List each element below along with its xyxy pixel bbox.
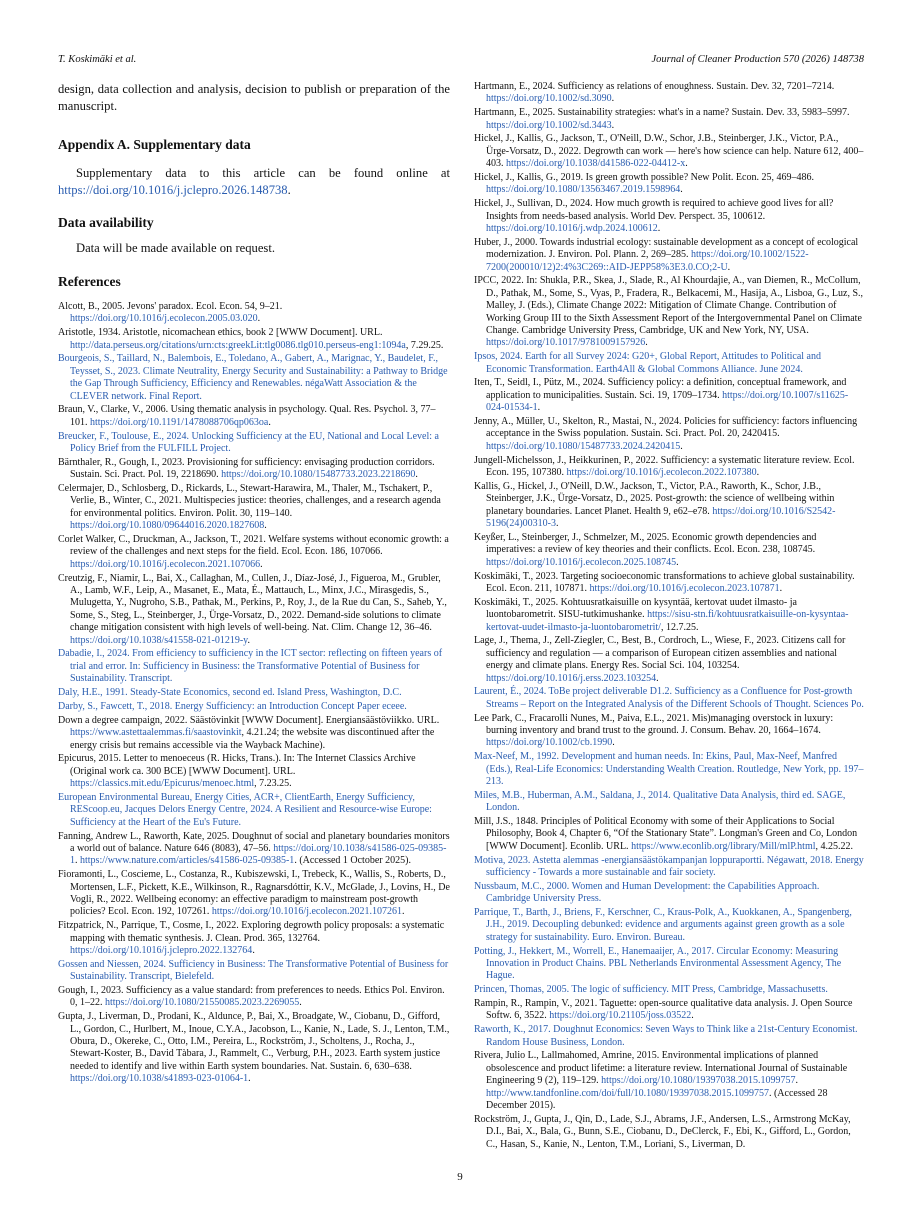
reference-suffix: . xyxy=(727,261,731,273)
reference-item xyxy=(58,687,450,699)
reference-text: Jungell-Michelsson, J., Heikkurinen, P., 2022. Sufficiency: a systematic literature review. Ecol. Econ. 195, 107380. xyxy=(474,454,855,479)
reference-item xyxy=(58,1011,450,1085)
reference-suffix: . xyxy=(260,558,263,570)
reference-suffix: . xyxy=(645,337,648,349)
reference-list-left xyxy=(58,301,450,1086)
reference-link[interactable]: https://doi.org/10.1002/cb.1990 xyxy=(486,737,613,749)
reference-link[interactable]: https://doi.org/10.1016/S2542-5196(24)00310-3 xyxy=(486,505,836,530)
reference-suffix: . xyxy=(685,158,688,170)
reference-suffix: . xyxy=(680,184,683,196)
reference-text: Gossen and Niessen, 2024. Sufficiency in Business: The Transformative Potential of Business for Sustainability. Transcript, Bielefeld. xyxy=(58,958,449,983)
reference-suffix: . xyxy=(612,737,615,749)
reference-item xyxy=(58,715,450,752)
reference-item xyxy=(474,133,864,170)
reference-text: Dabadie, I., 2024. From efficiency to sufficiency in the ICT sector: reflecting on fifteen years of trial and error. In: Sufficiency in Business: the Transformative Potential of Business for Sustainability. Transcript. xyxy=(58,648,443,685)
reference-item xyxy=(58,985,450,1010)
reference-link[interactable]: https://doi.org/10.1016/j.ecolecon.2021.107066 xyxy=(70,558,261,570)
reference-text: Darby, S., Fawcett, T., 2018. Energy Sufficiency: an Introduction Concept Paper eceee. xyxy=(58,700,407,712)
reference-item xyxy=(474,635,864,685)
reference-item xyxy=(58,404,450,429)
reference-suffix: . xyxy=(680,440,683,452)
reference-suffix: . xyxy=(611,119,615,131)
reference-suffix: . xyxy=(691,1010,694,1022)
header-authors: T. Koskimäki et al. xyxy=(58,54,137,65)
reference-text: Ipsos, 2024. Earth for all Survey 2024: G20+, Global Report, Attitudes to Political and Economic Transformation. Earth4All & Global Commons Alliance. June 2024. xyxy=(474,351,821,375)
reference-item xyxy=(474,713,864,750)
reference-link[interactable]: http://data.perseus.org/citations/urn:cts:greekLit:tlg0086.tlg010.perseus-eng1:1094a xyxy=(70,339,406,351)
reference-text: Princen, Thomas, 2005. The logic of sufficiency. MIT Press, Cambridge, Massachusetts. xyxy=(474,984,828,996)
reference-item xyxy=(474,107,864,132)
reference-link[interactable]: https://doi.org/10.1080/15487733.2023.2218690 xyxy=(221,469,416,481)
data-availability-text: Data will be made available on request. xyxy=(76,241,275,255)
reference-text: Gough, I., 2023. Sufficiency as a value standard: from preferences to needs. Ethics Pol. Environ. 0, 1–22. xyxy=(58,984,445,1009)
reference-item xyxy=(474,686,864,711)
reference-text: European Environmental Bureau, Energy Cities, ACR+, ClientEarth, Energy Sufficiency, REScoop.eu, Jacques Delors Energy Centre, 2024. A Resilient and Resource-wise Europe: Sufficiency at the Heart of the Eu's Future. xyxy=(58,791,432,828)
reference-item xyxy=(58,483,450,533)
page-number: 9 xyxy=(457,1171,463,1183)
reference-text: Potting, J., Hekkert, M., Worrell, E., Hanemaaijer, A., 2017. Circular Economy: Measuring Innovation in Product Chains. PBL Netherlands Environmental Assessment Agency, The Hague. xyxy=(474,945,842,982)
reference-text: Lage, J., Thema, J., Zell-Ziegler, C., Best, B., Cordroch, L., Wiese, F., 2023. Citizens call for sufficiency and regulation — a comparison of European citizen assemblies and national energy and climate plans. Energy Res. Social Sci. 104, 103254. xyxy=(474,635,846,672)
reference-item xyxy=(58,573,450,647)
reference-link[interactable]: https://doi.org/10.1038/s41893-023-01064-1 xyxy=(70,1073,249,1085)
reference-item xyxy=(474,855,864,880)
reference-suffix: , 4.25.22. xyxy=(815,840,854,852)
reference-suffix: . xyxy=(611,93,615,105)
reference-item xyxy=(58,792,450,829)
reference-suffix: . xyxy=(556,518,559,530)
reference-link[interactable]: http://www.tandfonline.com/doi/full/10.1080/19397038.2015.1099757 xyxy=(486,1087,769,1099)
reference-text: IPCC, 2022. In: Shukla, P.R., Skea, J., Slade, R., Al Khourdajie, A., van Diemen, R., McCollum, D., Pathak, M., Some, S., Vyas, P., Fradera, R., Belkacemi, M., Hasija, A., Lisboa, G., Luz, S., Malley, J. (Eds.), Climate Change 2022: Mitigation of Climate Change. Contribution of Working Group III to the Sixth Assessment Report of the Intergovernmental Panel on Climate Change. Cambridge University Press, Cambridge, UK and New York, NY, USA. xyxy=(474,275,864,337)
appendix-paragraph xyxy=(58,165,450,199)
reference-text: Gupta, J., Liverman, D., Prodani, K., Aldunce, P., Bai, X., Broadgate, W., Ciobanu, D., Gifford, L., Gordon, C., Hurlbert, M., Inoue, C.Y.A., Jacobson, L., Kanie, N., Lade, S. J., Lenton, T.M., Obura, D., Okereke, C., Otto, I.M., Pereira, L., Rockström, J., Scholtens, J., Rocha, J., Stewart-Koster, B., David Tàbara, J., Rammelt, C., Verburg, P.H., 2023. Earth system justice needed to identify and live within Earth system boundaries. Nat. Sustain. 6, 630–638. xyxy=(58,1011,450,1072)
reference-text: Hickel, J., Kallis, G., 2019. Is green growth possible? New Polit. Econ. 25, 469–486. xyxy=(474,172,814,184)
reference-suffix: . xyxy=(656,672,659,684)
reference-text: Koskimäki, T., 2025. Kohtuusratkaisuille on kysyntää, kertovat uudet ilmasto- ja luontobarometrit. SISU-tutkimushanke. xyxy=(474,596,797,621)
reference-text: Rivera, Julio L., Lallmahomed, Amrine, 2015. Environmental implications of planned obsolescence and product lifetime: a literature review. International Journal of Sustainable Engineering 9 (2), 119–129. xyxy=(474,1050,848,1087)
reference-item xyxy=(474,751,864,788)
reference-text: Koskimäki, T., 2023. Targeting socioeconomic transformations to achieve global sustainability. Ecol. Econ. 211, 107871. xyxy=(474,570,855,594)
reference-suffix: , 12.7.25. xyxy=(660,621,699,633)
reference-link[interactable]: https://doi.org/10.1191/1478088706qp063oa xyxy=(90,416,269,428)
reference-link[interactable]: https://sisu-stn.fi/kohtuusratkaisuille-on-kysyntaa-kertovat-uudet-ilmasto-ja-luontobarometrit/ xyxy=(486,609,849,633)
reference-item xyxy=(474,984,864,996)
reference-text: Raworth, K., 2017. Doughnut Economics: Seven Ways to Think like a 21st-Century Economist. Random House Business, London. xyxy=(474,1024,858,1048)
reference-suffix: , 4.21.24; the website was discontinued after the energy crisis but remains accessible via the Wayback Machine). xyxy=(70,727,435,751)
reference-item xyxy=(474,907,864,944)
reference-link[interactable]: https://doi.org/10.1038/d41586-022-04412-x xyxy=(506,158,686,170)
reference-link[interactable]: https://doi.org/10.1002/sd.3443 xyxy=(486,119,612,131)
reference-item xyxy=(474,790,864,815)
reference-item xyxy=(474,377,864,414)
reference-suffix: , 7.29.25. xyxy=(405,339,444,351)
reference-text: Hickel, J., Kallis, G., Jackson, T., O'Neill, D.W., Schor, J.B., Steinberger, J.K., Victor, P.A., Ürge-Vorsatz, D., 2022. Degrowth can work — here's how science can help. Nature 612, 400–403. xyxy=(474,133,864,170)
reference-text: Corlet Walker, C., Druckman, A., Jackson, T., 2021. Welfare systems without economic growth: a review of the challenges and next steps for the field. Ecol. Econ. 186, 107066. xyxy=(58,534,449,558)
right-column xyxy=(474,81,864,1152)
reference-item xyxy=(474,81,864,106)
reference-link[interactable]: https://doi.org/10.1016/j.erss.2023.103254 xyxy=(486,672,657,684)
reference-item xyxy=(474,946,864,983)
reference-item xyxy=(474,237,864,274)
reference-text: Nussbaum, M.C., 2000. Women and Human Development: the Capabilities Approach. Cambridge University Press. xyxy=(474,880,820,905)
reference-text: Fanning, Andrew L., Raworth, Kate, 2025. Doughnut of social and planetary boundaries monitors a world out of balance. Nature 646 (8083), 47–56. xyxy=(58,830,450,854)
reference-suffix: . xyxy=(779,582,783,594)
reference-link[interactable]: https://doi.org/10.21105/joss.03522 xyxy=(549,1010,692,1022)
running-header xyxy=(58,54,864,68)
reference-item xyxy=(474,455,864,480)
reference-text: Rockström, J., Gupta, J., Qin, D., Lade, S.J., Abrams, J.F., Andersen, L.S., Armstrong McKay, D.I., Bai, X., Bala, G., Bunn, S.E., Ciobanu, D., DeClerck, F., Ebi, K., Gifford, L., Gordon, C., Hasan, S., Kanie, N., Lenton, T.M., Loriani, S., Liverman, D. xyxy=(474,1113,851,1150)
reference-item xyxy=(474,1024,864,1049)
reference-suffix: . xyxy=(676,556,679,568)
reference-link[interactable]: https://doi.org/10.1080/13563467.2019.1598964 xyxy=(486,184,681,196)
reference-suffix: . (Accessed 1 October 2025). xyxy=(294,855,411,867)
reference-item xyxy=(474,998,864,1023)
reference-link[interactable]: https://doi.org/10.1017/9781009157926 xyxy=(486,337,646,349)
reference-text: Braun, V., Clarke, V., 2006. Using thematic analysis in psychology. Qual. Res. Psychol. 3, 77–101. xyxy=(58,404,436,428)
reference-item xyxy=(58,959,450,984)
reference-text: Parrique, T., Barth, J., Briens, F., Kerschner, C., Kraus-Polk, A., Kuokkanen, A., Spangenberg, J.H., 2019. Decoupling debunked: evidence and arguments against green growth as a sole strategy for sustainability. Euro. Environ. Bureau. xyxy=(474,906,852,943)
reference-link[interactable]: https://doi.org/10.1016/j.ecolecon.2025.108745 xyxy=(486,556,677,568)
reference-suffix: . xyxy=(657,223,661,235)
reference-text: Aristotle, 1934. Aristotle, nicomachean ethics, book 2 [WWW Document]. URL. xyxy=(58,327,383,339)
intro-paragraph: design, data collection and analysis, decision to publish or preparation of the manuscript. xyxy=(58,82,450,113)
reference-link[interactable]: https://www.econlib.org/library/Mill/mlP.html xyxy=(631,840,816,852)
data-availability-heading: Data availability xyxy=(58,215,154,230)
header-journal: Journal of Cleaner Production 570 (2026) 148738 xyxy=(651,54,864,65)
reference-item xyxy=(58,327,450,352)
reference-text: Kallis, G., Hickel, J., O'Neill, D.W., Jackson, T., Victor, P.A., Raworth, K., Schor, J.B., Steinberger, J.K., Ürge-Vorsatz, D., 2025. Post-growth: the science of wellbeing within planetary boundaries. Lancet Planet. Health 9, e62–e78. xyxy=(474,480,835,517)
reference-suffix: . xyxy=(268,416,271,428)
reference-item xyxy=(474,1050,864,1112)
reference-text: Hartmann, E., 2024. Sufficiency as relations of enoughness. Sustain. Dev. 32, 7201–7214. xyxy=(474,81,835,92)
reference-item xyxy=(58,701,450,713)
reference-link[interactable]: https://doi.org/10.1016/j.wdp.2024.100612 xyxy=(486,223,658,235)
reference-text: Jenny, A., Müller, U., Skelton, R., Mastai, N., 2024. Policies for sufficiency: factors influencing acceptance in the Swiss population. Sustain. Sci. Pract. Pol. 20, 2420415. xyxy=(474,416,858,440)
reference-text: Huber, J., 2000. Towards industrial ecology: sustainable development as a concept of ecological modernization. J. Environ. Pol. Plann. 2, 269–285. xyxy=(474,236,859,261)
reference-link[interactable]: https://www.astettaalemmas.fi/saastovinkit xyxy=(70,727,242,739)
reference-suffix: . xyxy=(402,906,405,918)
reference-text: Celermajer, D., Schlosberg, D., Rickards, L., Stewart-Harawira, M., Thaler, M., Tschakert, P., Verlie, B., Winter, C., 2021. Multispecies justice: theories, challenges, and a research agenda for environmental politics. Environ. Polit. 30, 119–140. xyxy=(58,483,441,519)
reference-link[interactable]: https://doi.org/10.1080/09644016.2020.1827608 xyxy=(70,520,265,532)
reference-link[interactable]: https://doi.org/10.1007/s11625-024-01534-1 xyxy=(486,389,849,414)
reference-link[interactable]: https://doi.org/10.1016/j.ecolecon.2005.03.020 xyxy=(70,313,258,325)
reference-link[interactable]: https://doi.org/10.1016/j.ecolecon.2022.107380 xyxy=(566,467,757,479)
reference-text: Hickel, J., Sullivan, D., 2024. How much growth is required to achieve good lives for all? Insights from needs-based analysis. World Dev. Perspect. 35, 100612. xyxy=(474,198,834,222)
reference-text: Lee Park, C., Fracarolli Nunes, M., Paiva, E.L., 2021. Mis)managing overstock in luxury: burning inventory and brand trust to the ground. J. Consum. Behav. 20, 1664–1674. xyxy=(474,712,834,736)
reference-text: Down a degree campaign, 2022. Säästövinkit [WWW Document]. Energiansäästöviikko. URL. xyxy=(58,714,440,726)
reference-link[interactable]: https://classics.mit.edu/Epicurus/menoec.html xyxy=(70,778,255,790)
reference-link[interactable]: https://doi.org/10.1038/s41586-025-09385-1 xyxy=(70,842,447,867)
reference-item xyxy=(474,481,864,531)
reference-suffix: . xyxy=(795,1075,798,1087)
left-column xyxy=(58,81,450,1087)
reference-suffix: . xyxy=(415,469,418,481)
reference-text: Breucker, F., Toulouse, E., 2024. Unlocking Sufficiency at the EU, National and Local Level: a Policy Brief from the FULFILL Project. xyxy=(58,430,439,455)
reference-link[interactable]: https://doi.org/10.1080/21550085.2023.2269055 xyxy=(105,997,300,1009)
reference-link[interactable]: https://doi.org/10.1016/j.ecolecon.2023.107871 xyxy=(589,582,780,594)
reference-link[interactable]: https://doi.org/10.1080/19397038.2015.1099757 xyxy=(601,1075,796,1087)
reference-suffix: . xyxy=(264,520,267,532)
reference-suffix: . xyxy=(537,402,541,414)
reference-item xyxy=(58,753,450,790)
appendix-text: Supplementary data to this article can be found online at xyxy=(76,166,450,180)
appendix-heading: Appendix A. Supplementary data xyxy=(58,137,251,152)
reference-item xyxy=(474,275,864,349)
reference-text: Creutzig, F., Niamir, L., Bai, X., Callaghan, M., Cullen, J., Díaz-José, J., Figueroa, M., Grubler, A., Lamb, W.F., Leip, A., Masanet, E., Mata, É., Mattauch, L., Minx, J.C., Mirasgedis, S., Mulugetta, Y., Nugroho, S.B., Pathak, M., Perkins, P., Roy, J., de la Rue du Can, S., Saheb, Y., Some, S., Steg, L., Steinberger, J., Ürge-Vorsatz, D., 2022. Demand-side solutions to climate change mitigation consistent with high levels of well-being. Nat. Clim. Change 12, 36–46. xyxy=(58,572,447,634)
reference-text: Mill, J.S., 1848. Principles of Political Economy with some of their Applications to Social Philosophy, Book 4, Chapter 6, “Of the Stationary State”. Longman's Green and Co, London [WWW Document]. Econlib. URL. xyxy=(474,815,858,852)
reference-item xyxy=(474,416,864,453)
reference-item xyxy=(58,353,450,403)
reference-text: Fioramonti, L., Coscieme, L., Costanza, R., Kubiszewski, I., Trebeck, K., Wallis, S., Roberts, D., Mortensen, L.F., Pickett, K.E., Wilkinson, R., Ragnarsdóttir, K.V., McGlade, J., Lovins, H., De Vogli, R., 2022. Wellbeing economy: an effective paradigm to mainstream post-growth policies? Ecol. Econ. 192, 107261. xyxy=(58,869,450,918)
reference-suffix: . xyxy=(248,1073,251,1085)
reference-suffix: . xyxy=(247,634,250,646)
reference-link[interactable]: https://doi.org/10.1038/s41558-021-01219-y xyxy=(70,634,248,646)
reference-item xyxy=(474,597,864,634)
reference-item xyxy=(58,431,450,456)
reference-text: Alcott, B., 2005. Jevons' paradox. Ecol. Econ. 54, 9–21. xyxy=(58,301,283,312)
reference-link[interactable]: https://doi.org/10.1016/j.jclepro.2022.132764 xyxy=(70,944,253,956)
reference-item xyxy=(58,648,450,685)
reference-item xyxy=(58,831,450,868)
reference-text: Hartmann, E., 2025. Sustainability strategies: what's in a name? Sustain. Dev. 33, 5983–5997. xyxy=(474,107,850,119)
reference-item xyxy=(474,881,864,906)
appendix-link[interactable]: https://doi.org/10.1016/j.jclepro.2026.148738 xyxy=(58,183,288,197)
reference-item xyxy=(58,920,450,957)
reference-item xyxy=(474,351,864,376)
reference-item xyxy=(58,301,450,326)
reference-link[interactable]: https://doi.org/10.1080/15487733.2024.2420415 xyxy=(486,440,681,452)
reference-item xyxy=(474,571,864,596)
reference-suffix: . xyxy=(756,467,760,479)
reference-text: Motiva, 2023. Astetta alemmas -energiansäästökampanjan loppuraportti. Négawatt, 2018. Energy sufficiency - Towards a more sustainable and fair society. xyxy=(474,854,864,878)
reference-text: Keyßer, L., Steinberger, J., Schmelzer, M., 2025. Economic growth dependencies and imperatives: a review of key theories and their conflicts. Ecol. Econ. 238, 108745. xyxy=(474,531,817,556)
reference-suffix: , 7.23.25. xyxy=(254,778,292,790)
reference-link[interactable]: https://doi.org/10.1016/j.ecolecon.2021.107261 xyxy=(211,906,402,918)
reference-list-right xyxy=(474,81,864,1151)
reference-link[interactable]: https://doi.org/10.1002/sd.3090 xyxy=(486,93,612,105)
reference-link[interactable]: https://www.nature.com/articles/s41586-025-09385-1 xyxy=(80,855,295,867)
reference-item xyxy=(474,532,864,569)
reference-suffix: . xyxy=(252,944,255,956)
references-heading: References xyxy=(58,274,121,289)
reference-text: Miles, M.B., Huberman, A.M., Saldana, J., 2014. Qualitative Data Analysis, third ed. SAGE, London. xyxy=(474,789,846,814)
reference-text: Bärnthaler, R., Gough, I., 2023. Provisioning for sufficiency: envisaging production corridors. Sustain. Sci. Pract. Pol. 19, 2218690. xyxy=(58,456,435,481)
reference-item xyxy=(58,869,450,919)
appendix-end: . xyxy=(287,183,291,197)
reference-text: Rampin, R., Rampin, V., 2021. Taguette: open-source qualitative data analysis. J. Open Source Softw. 6, 3522. xyxy=(474,998,853,1022)
reference-link[interactable]: https://doi.org/10.1002/1522-7200(200010/12)2:4%3C269::AID-JEPP58%3E3.0.CO;2-U xyxy=(486,249,809,273)
reference-item xyxy=(474,198,864,235)
reference-text: Daly, H.E., 1991. Steady-State Economics, second ed. Island Press, Washington, D.C. xyxy=(58,687,402,699)
reference-suffix: . (Accessed 28 December 2015). xyxy=(486,1087,828,1112)
reference-text: Fitzpatrick, N., Parrique, T., Cosme, I., 2022. Exploring degrowth policy proposals: a systematic mapping with thematic synthesis. J. Clean. Prod. 365, 132764. xyxy=(58,920,445,944)
reference-text: Epicurus, 2015. Letter to menoeceus (R. Hicks, Trans.). In: The Internet Classics Archive (Original work ca. 300 BCE) [WWW Document]. URL. xyxy=(58,753,416,777)
reference-item xyxy=(474,816,864,853)
reference-suffix: . xyxy=(257,313,261,325)
reference-item xyxy=(58,457,450,482)
reference-suffix: . xyxy=(75,855,80,867)
reference-item xyxy=(58,534,450,571)
reference-suffix: . xyxy=(299,997,302,1009)
reference-text: Bourgeois, S., Taillard, N., Balembois, E., Toledano, A., Gabert, A., Marignac, Y., Baudelet, F., Teysset, S., 2023. Climate Neutrality, Energy Security and Sustainability: a Pathway to Bridge the Gap Through Sufficiency, Efficiency and Renewables. négaWatt Association & the CLEVER network. Final Report. xyxy=(58,353,448,402)
reference-text: Laurent, É., 2024. ToBe project deliverable D1.2. Sufficiency as a Confluence for Post-growth Streams – Report on the Integrated Analysis of the Different Schools of Thought. Sciences Po. xyxy=(474,686,864,710)
reference-item xyxy=(474,1114,864,1151)
reference-text: Max-Neef, M., 1992. Development and human needs. In: Ekins, Paul, Max-Neef, Manfred (Eds.), Real-Life Economics: Understanding Wealth Creation. Routledge, New York, pp. 197–213. xyxy=(474,751,864,787)
reference-text: Iten, T., Seidl, I., Pütz, M., 2024. Sufficiency policy: a definition, conceptual framework, and application to municipalities. Sustain. Sci. 19, 1709–1734. xyxy=(474,377,847,401)
reference-item xyxy=(474,172,864,197)
